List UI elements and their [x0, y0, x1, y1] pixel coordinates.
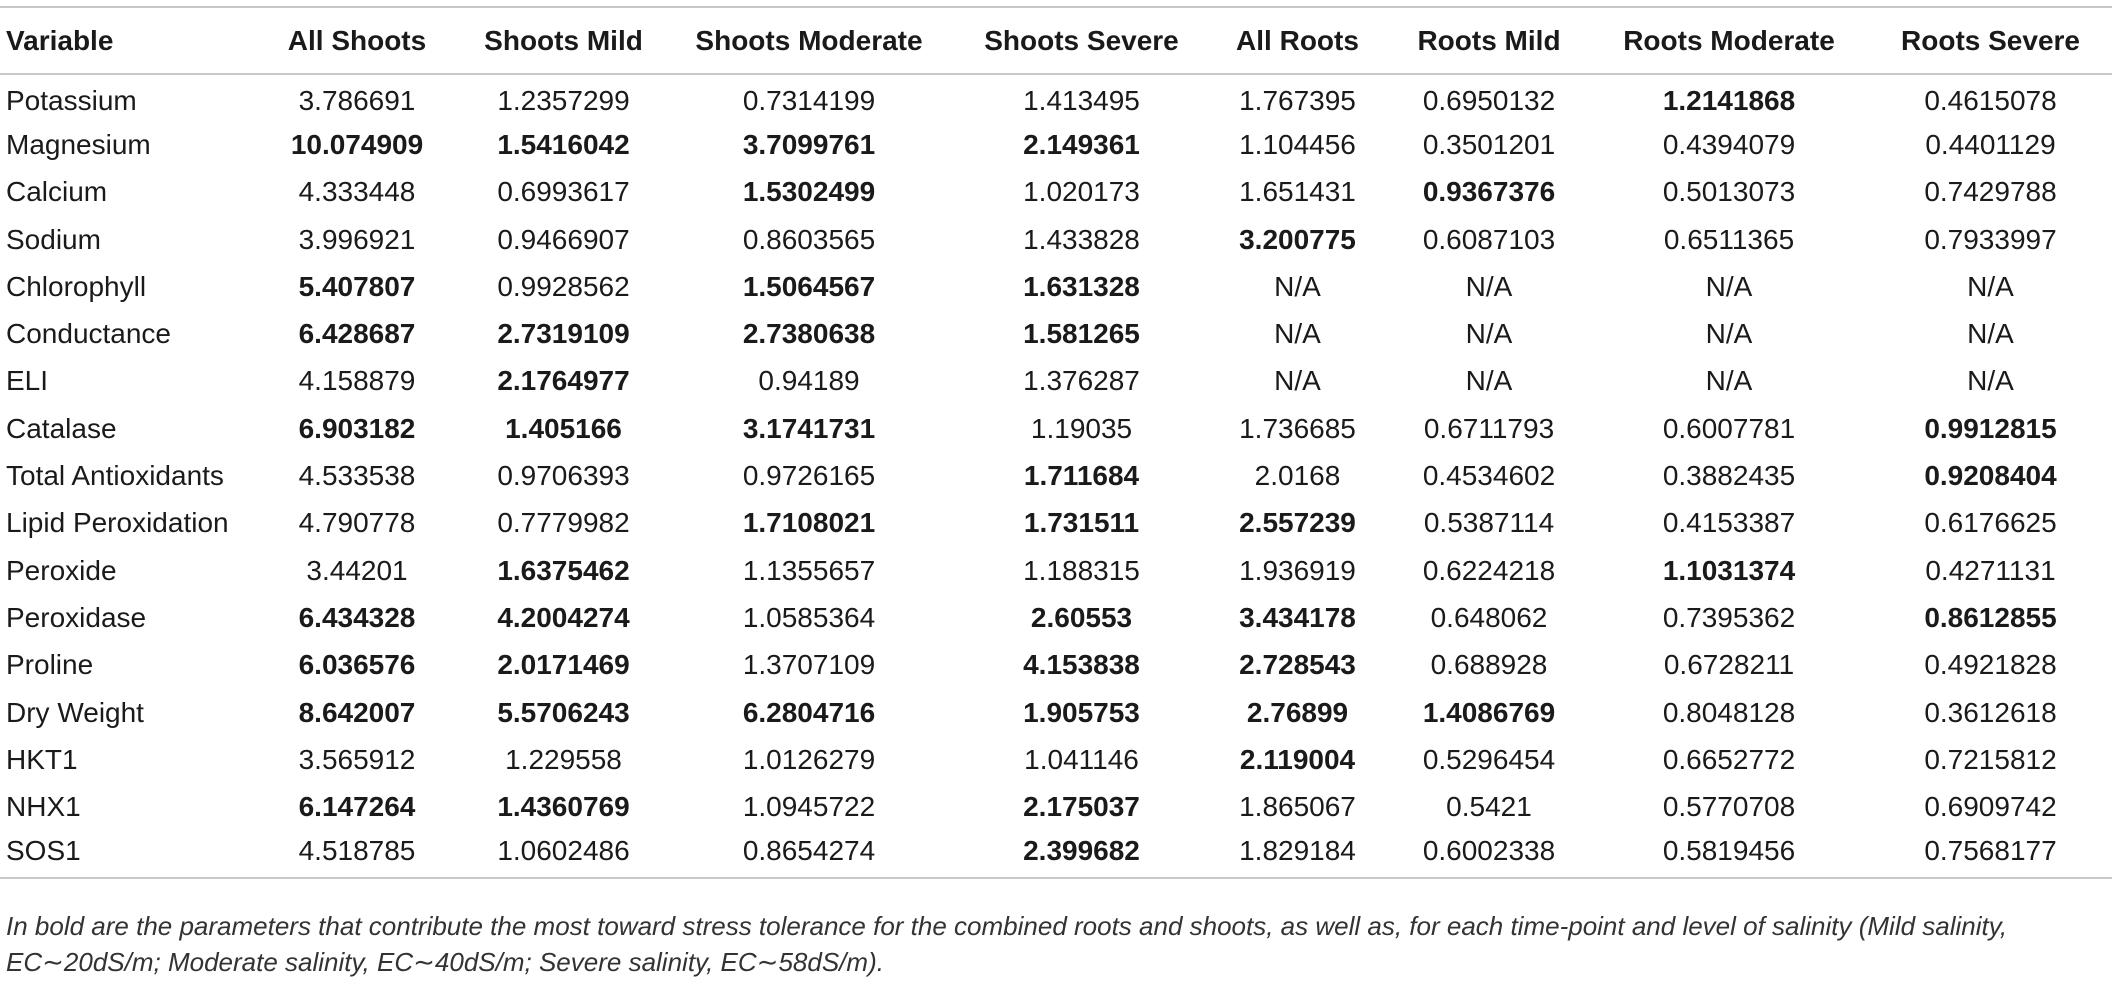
table-cell: 2.149361 [1023, 128, 1140, 160]
table-cell: 1.905753 [1023, 696, 1140, 728]
table-cell: 0.6652772 [1662, 743, 1796, 775]
table-cell: 1.405166 [505, 412, 622, 444]
table-cell: 4.518785 [248, 831, 466, 878]
row-label: Peroxidase [6, 601, 147, 633]
table-row [0, 263, 2112, 310]
table-cell: 0.6007781 [1662, 412, 1796, 444]
table-cell: 2.399682 [957, 831, 1206, 878]
table-cell: 0.9367376 [1422, 176, 1556, 208]
table-cell: 10.074909 [290, 128, 424, 160]
column-header: Roots Moderate [1589, 7, 1869, 74]
row-label: Sodium [6, 223, 101, 255]
table-cell: 2.557239 [1239, 507, 1356, 539]
table-cell: 0.3612618 [1924, 696, 2057, 728]
row-label: Total Antioxidants [6, 460, 224, 492]
table-cell: 4.790778 [298, 507, 416, 539]
table-cell: 0.6728211 [1663, 649, 1795, 681]
results-table [0, 6, 2112, 879]
table-cell: 0.7429788 [1924, 176, 2057, 208]
table-cell: 1.581265 [1023, 318, 1140, 350]
table-cell: 3.565912 [298, 743, 416, 775]
column-header: Variable [0, 7, 248, 74]
table-cell: 0.6224218 [1422, 554, 1556, 586]
row-label: Conductance [6, 318, 172, 350]
table-cell: 1.829184 [1206, 831, 1389, 878]
table-cell: 0.8048128 [1662, 696, 1796, 728]
table-cell: 0.6950132 [1422, 85, 1556, 117]
table-cell: 1.865067 [1239, 791, 1356, 823]
table-cell: 2.119004 [1239, 743, 1356, 775]
table-cell: 0.5421 [1446, 791, 1532, 823]
table-cell: 1.3707109 [742, 649, 876, 681]
table-cell: 1.2357299 [497, 85, 630, 117]
table-cell: 1.4086769 [1422, 696, 1556, 728]
table-cell: 3.200775 [1239, 223, 1356, 255]
table-cell: 3.1741731 [742, 412, 876, 444]
table-cell: 3.7099761 [742, 128, 876, 160]
table-cell: 5.5706243 [497, 696, 630, 728]
row-label: Lipid Peroxidation [6, 507, 229, 539]
row-label: Proline [6, 649, 94, 681]
table-row [0, 689, 2112, 736]
table-row [0, 74, 2112, 121]
table-body [0, 74, 2112, 878]
table-row [0, 169, 2112, 216]
table-cell: 2.7380638 [742, 318, 876, 350]
table-cell: 0.4401129 [1925, 128, 2056, 160]
table-cell: 0.9706393 [497, 460, 630, 492]
column-header: All Roots [1206, 7, 1389, 74]
table-cell: 1.731511 [1023, 507, 1140, 539]
table-row [0, 121, 2112, 168]
table-cell: 6.903182 [298, 412, 416, 444]
table-cell: 4.2004274 [497, 601, 630, 633]
row-label: SOS1 [0, 831, 248, 878]
table-cell: 0.9912815 [1924, 412, 2057, 444]
table-cell: 0.7314199 [742, 85, 876, 117]
table-cell: 0.9726165 [742, 460, 876, 492]
table-row [0, 452, 2112, 499]
table-cell: 6.036576 [298, 649, 416, 681]
table-cell: 1.0585364 [742, 601, 876, 633]
table-cell: N/A [1465, 270, 1513, 302]
row-label: Potassium [6, 85, 137, 117]
table-cell: 1.433828 [1023, 223, 1140, 255]
table-cell: 6.147264 [298, 791, 416, 823]
table-cell: 0.4534602 [1422, 460, 1556, 492]
row-label: Catalase [6, 412, 117, 444]
table-cell: 0.8603565 [742, 223, 876, 255]
header-row [0, 7, 2112, 74]
table-cell: N/A [1705, 318, 1753, 350]
row-label: Magnesium [6, 128, 151, 160]
table-cell: 1.104456 [1239, 128, 1356, 160]
table-cell: 0.5296454 [1422, 743, 1556, 775]
table-row [0, 310, 2112, 357]
table-cell: N/A [1967, 318, 2014, 350]
table-cell: 6.434328 [298, 601, 416, 633]
column-header: Roots Mild [1389, 7, 1589, 74]
table-cell: 2.1764977 [497, 365, 630, 397]
table-cell: 1.376287 [1023, 365, 1140, 397]
table-cell: 1.5302499 [742, 176, 876, 208]
table-header [0, 7, 2112, 74]
table-cell: N/A [1967, 365, 2014, 397]
column-header: All Shoots [248, 7, 466, 74]
table-cell: 1.936919 [1239, 554, 1356, 586]
table-row [0, 831, 2112, 878]
table-cell: 0.4271131 [1925, 554, 2056, 586]
table-cell: 3.434178 [1239, 601, 1356, 633]
table-cell: N/A [1465, 318, 1513, 350]
table-cell: 0.6993617 [497, 176, 630, 208]
table-cell: 0.8654274 [661, 831, 957, 878]
table-cell: 2.0168 [1254, 460, 1341, 492]
row-label: ELI [6, 365, 49, 397]
table-cell: 1.767395 [1239, 85, 1356, 117]
table-cell: 4.533538 [298, 460, 416, 492]
table-cell: 1.0126279 [742, 743, 876, 775]
table-row [0, 500, 2112, 547]
table-cell: 1.413495 [1023, 85, 1140, 117]
table-cell: 1.5416042 [497, 128, 630, 160]
table-cell: 2.0171469 [497, 649, 630, 681]
table-cell: N/A [1274, 318, 1321, 350]
table-cell: 1.7108021 [742, 507, 876, 539]
table-cell: 0.6909742 [1924, 791, 2057, 823]
table-cell: 0.7215812 [1924, 743, 2057, 775]
table-cell: 0.648062 [1430, 601, 1548, 633]
table-row [0, 783, 2112, 830]
table-cell: N/A [1465, 365, 1513, 397]
row-label: Chlorophyll [6, 270, 147, 302]
table-cell: 1.631328 [1023, 270, 1140, 302]
table-cell: 1.020173 [1023, 176, 1140, 208]
table-cell: 0.5387114 [1423, 507, 1555, 539]
row-label: NHX1 [6, 791, 81, 823]
table-row [0, 216, 2112, 263]
table-cell: 0.7933997 [1924, 223, 2057, 255]
row-label: Dry Weight [6, 696, 144, 728]
column-header: Roots Severe [1869, 7, 2112, 74]
table-row [0, 736, 2112, 783]
table-cell: 0.8612855 [1924, 601, 2057, 633]
table-cell: 4.153838 [1023, 649, 1140, 681]
table-cell: 0.6176625 [1924, 507, 2057, 539]
table-cell: 1.651431 [1239, 176, 1356, 208]
table-row [0, 594, 2112, 641]
table-cell: 0.6087103 [1422, 223, 1556, 255]
table-cell: 1.5064567 [742, 270, 876, 302]
table-cell: 2.7319109 [497, 318, 630, 350]
table-cell: 0.3501201 [1422, 128, 1556, 160]
column-header: Shoots Mild [466, 7, 661, 74]
table-cell: 2.60553 [1030, 601, 1133, 633]
table-cell: 1.1355657 [742, 554, 876, 586]
table-cell: 0.6711793 [1423, 412, 1555, 444]
table-cell: 0.5819456 [1589, 831, 1869, 878]
table-row [0, 405, 2112, 452]
table-row [0, 642, 2112, 689]
table-cell: 3.996921 [298, 223, 416, 255]
table-cell: N/A [1967, 270, 2014, 302]
table-cell: 1.6375462 [497, 554, 630, 586]
table-cell: 0.9928562 [497, 270, 630, 302]
table-cell: 4.158879 [298, 365, 416, 397]
table-cell: 1.2141868 [1662, 85, 1796, 117]
table-cell: N/A [1705, 270, 1753, 302]
row-label: Peroxide [6, 554, 117, 586]
table-cell: 1.0602486 [466, 831, 661, 878]
table-footnote: In bold are the parameters that contribute the most toward stress tolerance for the combined roots and shoots, as well as, for each time-point and level of salinity (Mild salinity, EC∼20dS/m; Moderate salinity, EC∼40dS/m; Severe salinity, EC∼58dS/m). [6, 911, 2008, 977]
table-cell: 2.175037 [1023, 791, 1140, 823]
table-cell: 5.407807 [298, 270, 416, 302]
table-cell: 0.4921828 [1924, 649, 2057, 681]
table-cell: 1.19035 [1030, 412, 1133, 444]
table-cell: 0.4153387 [1662, 507, 1796, 539]
table-cell: 1.041146 [1024, 743, 1139, 775]
table-cell: 2.76899 [1246, 696, 1349, 728]
table-cell: 0.5013073 [1662, 176, 1796, 208]
table-cell: 1.4360769 [497, 791, 630, 823]
table-cell: 1.711684 [1023, 460, 1140, 492]
table-cell: N/A [1705, 365, 1753, 397]
table-cell: 0.4615078 [1924, 85, 2057, 117]
row-label: HKT1 [6, 743, 78, 775]
table-cell: 1.229558 [505, 743, 622, 775]
table-cell: 4.333448 [298, 176, 416, 208]
table-cell: 0.6511365 [1663, 223, 1795, 255]
table-cell: N/A [1274, 270, 1321, 302]
table-cell: 6.2804716 [742, 696, 876, 728]
table-cell: 8.642007 [298, 696, 416, 728]
table-cell: 0.7568177 [1869, 831, 2112, 878]
table-cell: 1.188315 [1023, 554, 1140, 586]
table-cell: 0.7395362 [1662, 601, 1796, 633]
table-cell: 0.4394079 [1662, 128, 1796, 160]
table-cell: 0.94189 [758, 365, 860, 397]
column-header: Shoots Moderate [661, 7, 957, 74]
table-cell: 6.428687 [298, 318, 416, 350]
table-cell: 0.3882435 [1662, 460, 1796, 492]
table-cell: 3.786691 [298, 85, 416, 117]
table-cell: 1.736685 [1239, 412, 1356, 444]
column-header: Shoots Severe [957, 7, 1206, 74]
table-row [0, 547, 2112, 594]
table-cell: 0.9208404 [1924, 460, 2057, 492]
table-cell: 1.0945722 [742, 791, 876, 823]
table-cell: 0.6002338 [1389, 831, 1589, 878]
table-cell: 1.1031374 [1662, 554, 1796, 586]
table-cell: 3.44201 [306, 554, 408, 586]
table-cell: N/A [1274, 365, 1321, 397]
table-row [0, 358, 2112, 405]
table-cell: 2.728543 [1239, 649, 1356, 681]
row-label: Calcium [6, 176, 108, 208]
table-cell: 0.688928 [1430, 649, 1548, 681]
table-cell: 0.9466907 [497, 223, 630, 255]
table-cell: 0.7779982 [497, 507, 630, 539]
table-cell: 0.5770708 [1662, 791, 1796, 823]
